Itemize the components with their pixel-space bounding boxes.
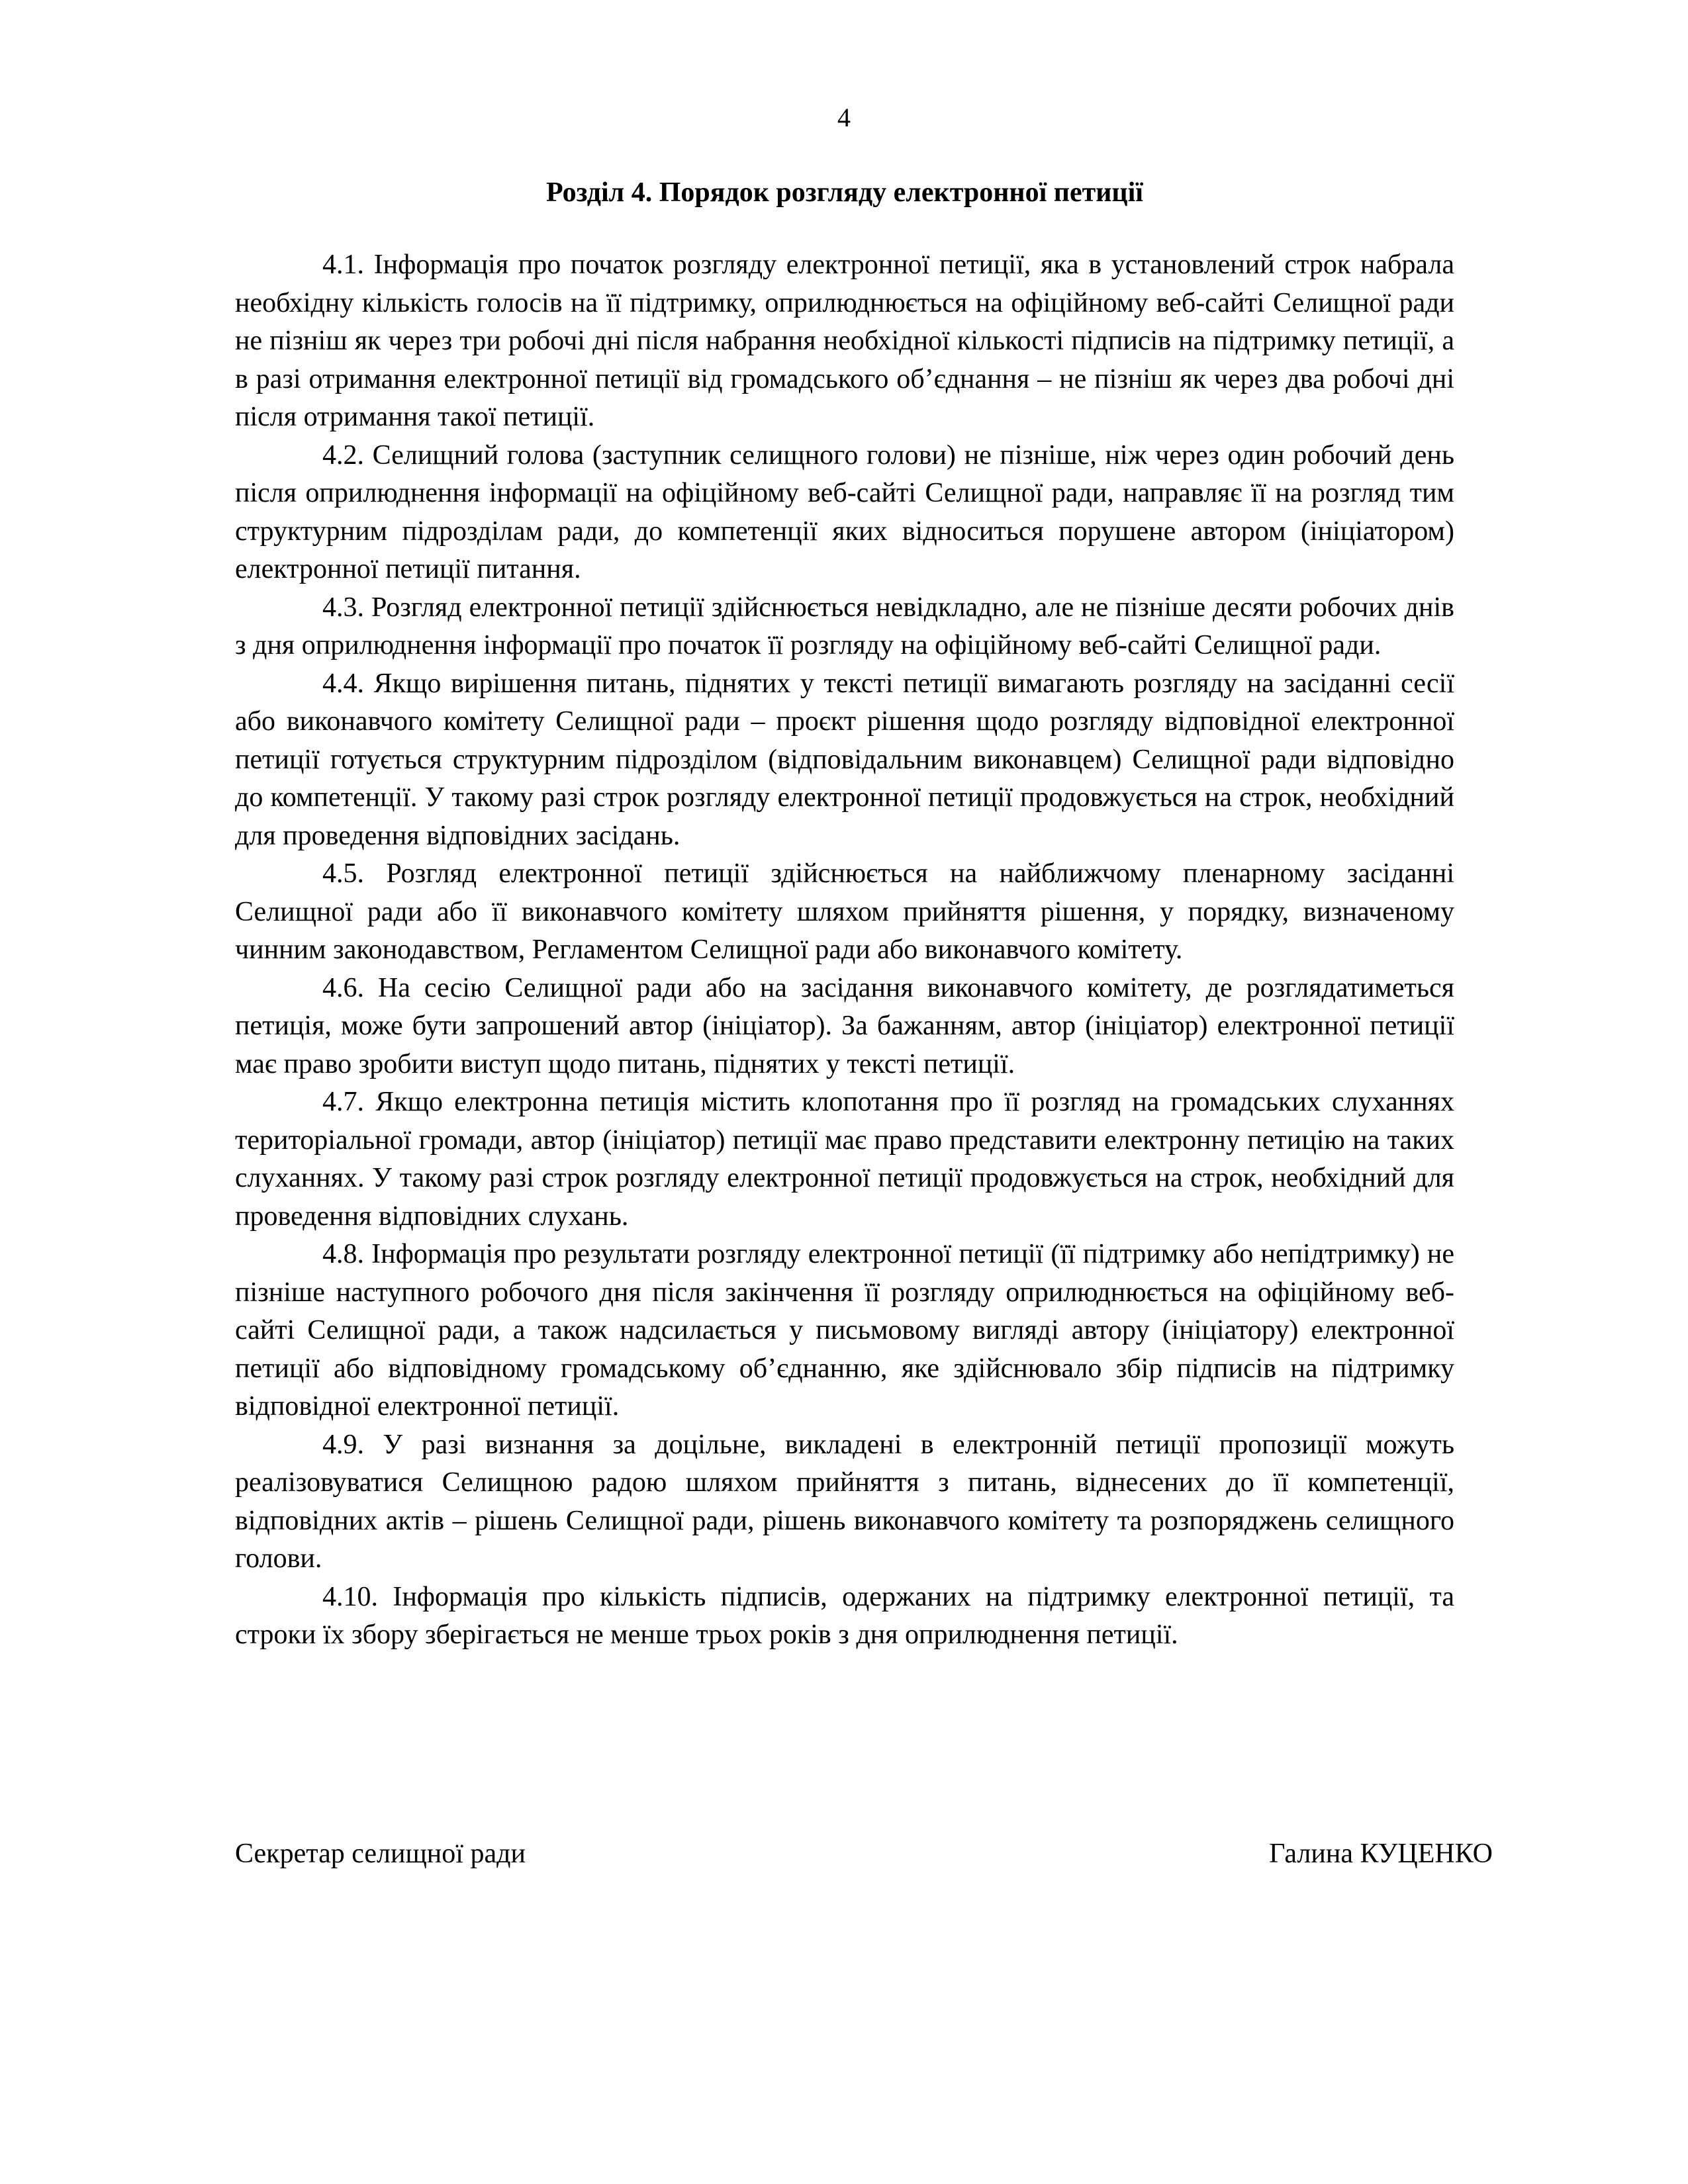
paragraph-4-9: 4.9. У разі визнання за доцільне, викладені в електронній петиції пропозиції можуть реалізовуватися Селищною радою шляхом прийняття з питань, віднесених до її компетенції, відповідних актів – рішень Селищної ради, рішень виконавчого комітету та розпоряджень селищного голови. [235, 1429, 1454, 1574]
paragraph-4-3: 4.3. Розгляд електронної петиції здійснюється невідкладно, але не пізніше десяти робочих днів з дня оприлюднення інформації про початок її розгляду на офіційному веб-сайті Селищної ради. [235, 592, 1454, 660]
paragraph-4-1: 4.1. Інформація про початок розгляду електронної петиції, яка в установлений строк набрала необхідну кількість голосів на її підтримку, оприлюднюється на офіційному веб-сайті Селищної ради не пізніш як через три робочі дні після набрання необхідної кількості підписів на підтримку петиції, а в разі отримання електронної петиції від громадського об’єднання – не пізніш як через два робочі дні після отримання такої петиції. [235, 250, 1454, 432]
section-title: Розділ 4. Порядок розгляду електронної петиції [546, 177, 1143, 208]
paragraph-4-5: 4.5. Розгляд електронної петиції здійснюється на найближчому пленарному засіданні Селищної ради або її виконавчого комітету шляхом прийняття рішення, у порядку, визначеному чинним законодавством, Регламентом Селищної ради або виконавчого комітету. [235, 858, 1454, 965]
signature-block [235, 1835, 1493, 1874]
paragraph-4-7: 4.7. Якщо електронна петиція містить клопотання про її розгляд на громадських слуханнях територіальної громади, автор (ініціатор) петиції має право представити електронну петицію на таких слуханнях. У такому разі строк розгляду електронної петиції продовжується на строк, необхідний для проведення відповідних слухань. [235, 1087, 1454, 1232]
signatory-role: Секретар селищної ради [235, 1839, 526, 1869]
document-body [235, 246, 1454, 1655]
paragraph-4-6: 4.6. На сесію Селищної ради або на засідання виконавчого комітету, де розглядатиметься петиція, може бути запрошений автор (ініціатор). За бажанням, автор (ініціатор) електронної петиції має право зробити виступ щодо питань, піднятих у тексті петиції. [235, 972, 1454, 1079]
paragraph-4-8: 4.8. Інформація про результати розгляду електронної петиції (її підтримку або непідтримку) не пізніше наступного робочого дня після закінчення її розгляду оприлюднюється на офіційному веб-сайті Селищної ради, а також надсилається у письмовому вигляді автору (ініціатору) електронної петиції або відповідному громадському об’єднанню, яке здійснювало збір підписів на підтримку відповідної електронної петиції. [235, 1239, 1454, 1422]
page-number: 4 [837, 103, 851, 132]
paragraph-4-4: 4.4. Якщо вирішення питань, піднятих у тексті петиції вимагають розгляду на засіданні сесії або виконавчого комітету Селищної ради – проєкт рішення щодо розгляду відповідної електронної петиції готується структурним підрозділом (відповідальним виконавцем) Селищної ради відповідно до компетенції. У такому разі строк розгляду електронної петиції продовжується на строк, необхідний для проведення відповідних засідань. [235, 668, 1454, 851]
signatory-name: Галина КУЦЕНКО [1269, 1839, 1493, 1869]
paragraph-4-2: 4.2. Селищний голова (заступник селищного голови) не пізніше, ніж через один робочий день після оприлюднення інформації на офіційному веб-сайті Селищної ради, направляє її на розгляд тим структурним підрозділам ради, до компетенції яких відноситься порушене автором (ініціатором) електронної петиції питання. [235, 439, 1454, 584]
paragraph-4-10: 4.10. Інформація про кількість підписів, одержаних на підтримку електронної петиції, та строки їх збору зберігається не менше трьох років з дня оприлюднення петиції. [235, 1581, 1454, 1650]
